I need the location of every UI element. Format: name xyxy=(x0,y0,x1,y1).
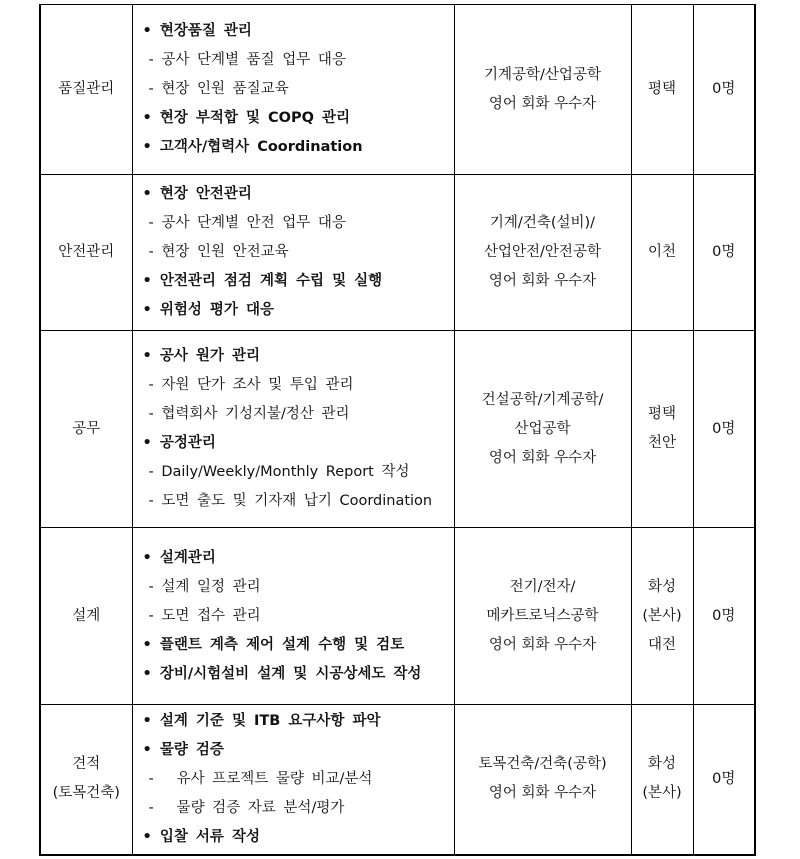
duty-subitem: - 물량 검증 자료 분석/평가 xyxy=(148,799,345,816)
location-line: 평택 xyxy=(647,406,676,422)
department-cell xyxy=(40,331,132,528)
requirement-cell xyxy=(454,5,631,175)
location-line: 화성 xyxy=(647,756,676,773)
location-cell xyxy=(631,175,693,331)
duties-cell xyxy=(132,175,454,331)
duty-subitem: - 협력회사 기성지불/정산 관리 xyxy=(148,406,350,422)
location-cell xyxy=(631,528,693,705)
department-name: 품질관리 xyxy=(58,81,115,97)
duty-subitem: - 도면 출도 및 기자재 납기 Coordination xyxy=(148,493,433,509)
department-cell xyxy=(40,705,132,855)
requirement-line: 메카트로닉스공학 xyxy=(486,607,599,624)
requirement-line: 건설공학/기계공학/ xyxy=(481,391,604,408)
department-name: 설계 xyxy=(72,607,101,624)
headcount-value: 0명 xyxy=(712,770,736,787)
duty-subitem: - 현장 인원 품질교육 xyxy=(148,81,289,97)
duties-cell xyxy=(132,5,454,175)
headcount-cell xyxy=(693,331,755,528)
requirement-line: 토목건축/건축(공학) xyxy=(478,756,607,773)
duty-item: • 안전관리 점검 계획 수립 및 실행 xyxy=(142,273,383,289)
requirement-cell xyxy=(454,705,631,855)
requirement-line: 산업공학 xyxy=(514,420,571,437)
location-line: (본사) xyxy=(642,785,682,802)
requirement-cell xyxy=(454,528,631,705)
duty-subitem: - 자원 단가 조사 및 투입 관리 xyxy=(148,377,354,393)
duty-item: • 설계 기준 및 ITB 요구사항 파악 xyxy=(142,712,381,729)
duties-cell xyxy=(132,331,454,528)
requirement-line: 산업안전/안전공학 xyxy=(484,244,601,260)
requirement-line: 전기/전자/ xyxy=(509,578,576,595)
duty-subitem: - 설계 일정 관리 xyxy=(148,578,261,595)
requirement-line: 기계/건축(설비)/ xyxy=(489,215,596,231)
location-line: 대전 xyxy=(647,636,676,653)
duty-subitem: - 도면 접수 관리 xyxy=(148,607,261,624)
headcount-cell xyxy=(693,705,755,855)
duty-subitem: - 현장 인원 안전교육 xyxy=(148,244,289,260)
requirement-line: 영어 회화 우수자 xyxy=(488,95,597,112)
duty-item: • 공사 원가 관리 xyxy=(142,348,260,364)
headcount-value: 0명 xyxy=(712,607,736,624)
department-name: 안전관리 xyxy=(58,244,115,260)
requirement-cell xyxy=(454,331,631,528)
location-line: 화성 xyxy=(647,578,676,595)
duty-item: • 현장 부적합 및 COPQ 관리 xyxy=(142,110,350,126)
duty-item: • 물량 검증 xyxy=(142,741,224,758)
department-name: 견적 xyxy=(72,756,101,773)
headcount-cell xyxy=(693,5,755,175)
headcount-value: 0명 xyxy=(712,420,736,437)
duty-item: • 공정관리 xyxy=(142,435,216,451)
location-line: (본사) xyxy=(642,607,682,624)
department-cell xyxy=(40,528,132,705)
department-name: 공무 xyxy=(72,420,101,437)
headcount-value: 0명 xyxy=(712,81,736,97)
duty-subitem: - 공사 단계별 안전 업무 대응 xyxy=(148,215,346,231)
table-row xyxy=(40,175,755,331)
headcount-cell xyxy=(693,528,755,705)
duty-item: • 고객사/협력사 Coordination xyxy=(142,139,363,155)
duty-item: • 장비/시험설비 설계 및 시공상세도 작성 xyxy=(142,665,422,682)
headcount-value: 0명 xyxy=(712,244,736,260)
table-row xyxy=(40,5,755,175)
table-row xyxy=(40,528,755,705)
requirement-line: 영어 회화 우수자 xyxy=(488,636,597,653)
duty-subitem: - 공사 단계별 품질 업무 대응 xyxy=(148,52,346,68)
duty-item: • 현장품질 관리 xyxy=(142,23,252,39)
location-line: 천안 xyxy=(647,435,676,451)
duty-subitem: - Daily/Weekly/Monthly Report 작성 xyxy=(148,464,410,480)
location-cell xyxy=(631,5,693,175)
duty-item: • 플랜트 계측 제어 설계 수행 및 검토 xyxy=(142,636,405,653)
duty-item: • 위험성 평가 대응 xyxy=(142,302,274,318)
location-line: 이천 xyxy=(647,244,676,260)
department-subname: (토목건축) xyxy=(52,785,120,802)
department-cell xyxy=(40,175,132,331)
requirement-cell xyxy=(454,175,631,331)
job-openings-table xyxy=(39,4,756,856)
requirement-line: 영어 회화 우수자 xyxy=(488,449,597,466)
requirement-line: 영어 회화 우수자 xyxy=(488,273,597,289)
requirement-line: 기계공학/산업공학 xyxy=(484,66,601,83)
table-row xyxy=(40,331,755,528)
requirement-line: 영어 회화 우수자 xyxy=(488,785,597,802)
duties-cell xyxy=(132,705,454,855)
location-cell xyxy=(631,705,693,855)
duty-subitem: - 유사 프로젝트 물량 비교/분석 xyxy=(148,770,373,787)
duty-item: • 현장 안전관리 xyxy=(142,186,252,202)
duty-item: • 설계관리 xyxy=(142,549,216,566)
headcount-cell xyxy=(693,175,755,331)
table-row xyxy=(40,705,755,855)
location-line: 평택 xyxy=(647,81,676,97)
duties-cell xyxy=(132,528,454,705)
duty-item: • 입찰 서류 작성 xyxy=(142,828,260,845)
department-cell xyxy=(40,5,132,175)
location-cell xyxy=(631,331,693,528)
